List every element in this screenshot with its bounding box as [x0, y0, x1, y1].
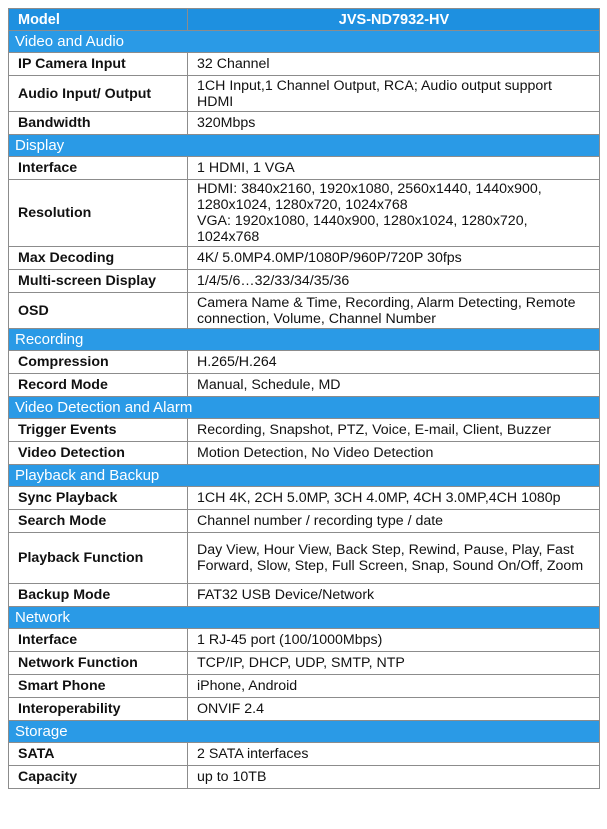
- spec-row: [9, 270, 600, 293]
- spec-label: Audio Input/ Output: [9, 76, 188, 112]
- spec-value: H.265/H.264: [188, 351, 600, 374]
- section-display: [9, 135, 600, 157]
- spec-label: Max Decoding: [9, 247, 188, 270]
- spec-label: Playback Function: [9, 533, 188, 584]
- spec-value: Channel number / recording type / date: [188, 510, 600, 533]
- spec-row: [9, 53, 600, 76]
- spec-label: Interface: [9, 629, 188, 652]
- spec-value: 1 HDMI, 1 VGA: [188, 157, 600, 180]
- spec-value: iPhone, Android: [188, 675, 600, 698]
- spec-value: 32 Channel: [188, 53, 600, 76]
- spec-label: Backup Mode: [9, 584, 188, 607]
- spec-label: OSD: [9, 293, 188, 329]
- section-title: Video Detection and Alarm: [9, 397, 600, 419]
- spec-label: Trigger Events: [9, 419, 188, 442]
- spec-value: Recording, Snapshot, PTZ, Voice, E-mail, Client, Buzzer: [188, 419, 600, 442]
- model-header-row: [9, 9, 600, 31]
- section-title: Video and Audio: [9, 31, 600, 53]
- spec-label: Capacity: [9, 766, 188, 789]
- spec-row: [9, 76, 600, 112]
- section-playback-backup: [9, 465, 600, 487]
- spec-value: Camera Name & Time, Recording, Alarm Detecting, Remote connection, Volume, Channel Number: [188, 293, 600, 329]
- spec-row: [9, 351, 600, 374]
- spec-row: [9, 652, 600, 675]
- spec-row: [9, 629, 600, 652]
- spec-label: Bandwidth: [9, 112, 188, 135]
- model-label: Model: [9, 9, 188, 31]
- spec-value: FAT32 USB Device/Network: [188, 584, 600, 607]
- spec-row: [9, 247, 600, 270]
- spec-label: Smart Phone: [9, 675, 188, 698]
- spec-value: Manual, Schedule, MD: [188, 374, 600, 397]
- model-value: JVS-ND7932-HV: [188, 9, 600, 31]
- spec-label: Multi-screen Display: [9, 270, 188, 293]
- spec-label: Interface: [9, 157, 188, 180]
- spec-value: 1/4/5/6…32/33/34/35/36: [188, 270, 600, 293]
- spec-label: Compression: [9, 351, 188, 374]
- spec-row: [9, 533, 600, 584]
- spec-row: [9, 510, 600, 533]
- spec-label: Sync Playback: [9, 487, 188, 510]
- resolution-hdmi: HDMI: 3840x2160, 1920x1080, 2560x1440, 1440x900, 1280x1024, 1280x720, 1024x768: [197, 181, 542, 213]
- spec-row: [9, 374, 600, 397]
- spec-label: SATA: [9, 743, 188, 766]
- spec-label: Record Mode: [9, 374, 188, 397]
- spec-value: 2 SATA interfaces: [188, 743, 600, 766]
- section-title: Display: [9, 135, 600, 157]
- spec-row: [9, 698, 600, 721]
- spec-row: [9, 419, 600, 442]
- spec-row: [9, 743, 600, 766]
- spec-label: IP Camera Input: [9, 53, 188, 76]
- spec-value: 1 RJ-45 port (100/1000Mbps): [188, 629, 600, 652]
- spec-row: [9, 766, 600, 789]
- spec-row: [9, 442, 600, 465]
- spec-value: 1CH Input,1 Channel Output, RCA; Audio output support HDMI: [188, 76, 600, 112]
- spec-value: 4K/ 5.0MP4.0MP/1080P/960P/720P 30fps: [188, 247, 600, 270]
- spec-row: [9, 112, 600, 135]
- spec-value: Motion Detection, No Video Detection: [188, 442, 600, 465]
- spec-value: TCP/IP, DHCP, UDP, SMTP, NTP: [188, 652, 600, 675]
- spec-row: [9, 675, 600, 698]
- section-title: Storage: [9, 721, 600, 743]
- spec-value: [188, 180, 600, 247]
- spec-value: ONVIF 2.4: [188, 698, 600, 721]
- section-title: Recording: [9, 329, 600, 351]
- section-video-audio: [9, 31, 600, 53]
- spec-table: [8, 8, 600, 789]
- section-network: [9, 607, 600, 629]
- spec-label: Network Function: [9, 652, 188, 675]
- resolution-vga: VGA: 1920x1080, 1440x900, 1280x1024, 1280x720, 1024x768: [197, 213, 528, 245]
- spec-label: Video Detection: [9, 442, 188, 465]
- spec-label: Interoperability: [9, 698, 188, 721]
- spec-value: 320Mbps: [188, 112, 600, 135]
- spec-row: [9, 157, 600, 180]
- section-title: Network: [9, 607, 600, 629]
- spec-row: [9, 180, 600, 247]
- section-title: Playback and Backup: [9, 465, 600, 487]
- spec-label: Search Mode: [9, 510, 188, 533]
- section-video-detection: [9, 397, 600, 419]
- spec-row: [9, 293, 600, 329]
- spec-value: Day View, Hour View, Back Step, Rewind, Pause, Play, Fast Forward, Slow, Step, Full Screen, Snap, Sound On/Off, Zoom: [188, 533, 600, 584]
- section-storage: [9, 721, 600, 743]
- spec-row: [9, 487, 600, 510]
- spec-label: Resolution: [9, 180, 188, 247]
- spec-row: [9, 584, 600, 607]
- section-recording: [9, 329, 600, 351]
- spec-value: 1CH 4K, 2CH 5.0MP, 3CH 4.0MP, 4CH 3.0MP,4CH 1080p: [188, 487, 600, 510]
- spec-value: up to 10TB: [188, 766, 600, 789]
